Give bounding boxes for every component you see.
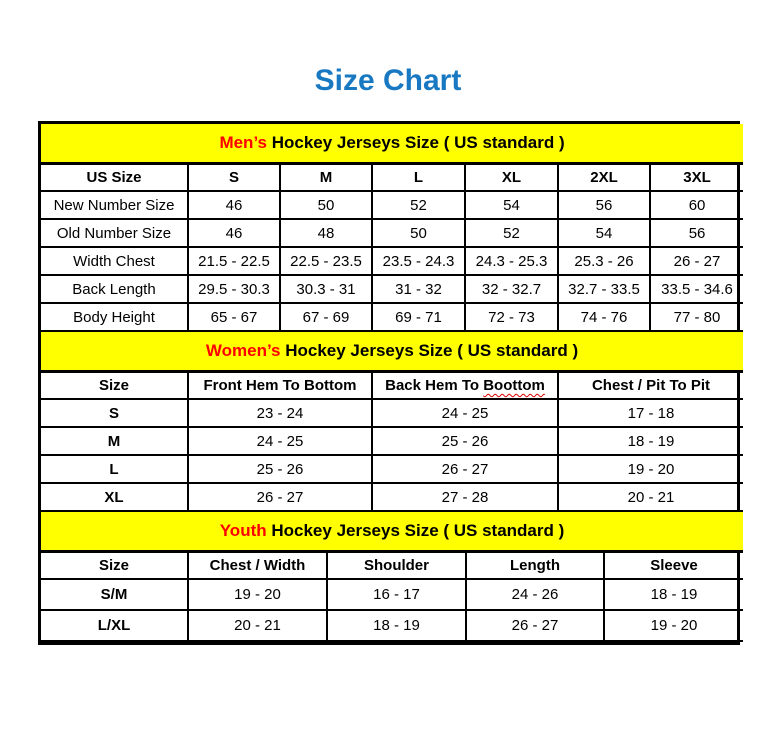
womens-size-table bbox=[41, 332, 743, 512]
table-cell: 24 - 26 bbox=[466, 579, 604, 610]
table-row bbox=[41, 303, 743, 331]
row-label: Body Height bbox=[41, 303, 188, 331]
womens-section-header-row bbox=[41, 332, 743, 371]
table-cell: 20 - 21 bbox=[558, 483, 743, 511]
table-row bbox=[41, 191, 743, 219]
row-label: S bbox=[41, 399, 188, 427]
table-cell: 27 - 28 bbox=[372, 483, 558, 511]
column-header-front-hem: Front Hem To Bottom bbox=[188, 371, 372, 399]
column-header-size: Size bbox=[41, 371, 188, 399]
column-header-s: S bbox=[188, 163, 280, 191]
table-cell: 22.5 - 23.5 bbox=[280, 247, 372, 275]
table-cell: 18 - 19 bbox=[604, 579, 743, 610]
column-header-2xl: 2XL bbox=[558, 163, 650, 191]
row-label: S/M bbox=[41, 579, 188, 610]
size-chart-table bbox=[38, 121, 740, 645]
row-label: L bbox=[41, 455, 188, 483]
table-cell: 46 bbox=[188, 219, 280, 247]
table-cell: 18 - 19 bbox=[558, 427, 743, 455]
row-label: M bbox=[41, 427, 188, 455]
table-row bbox=[41, 455, 743, 483]
youth-section-header bbox=[41, 512, 743, 551]
table-cell: 33.5 - 34.6 bbox=[650, 275, 743, 303]
mens-section-title-text: Hockey Jerseys Size ( US standard ) bbox=[266, 132, 565, 152]
table-row bbox=[41, 427, 743, 455]
womens-column-header-row bbox=[41, 371, 743, 399]
row-label: Old Number Size bbox=[41, 219, 188, 247]
table-cell: 24.3 - 25.3 bbox=[465, 247, 558, 275]
table-cell: 24 - 25 bbox=[372, 399, 558, 427]
table-cell: 30.3 - 31 bbox=[280, 275, 372, 303]
mens-section-header bbox=[41, 124, 743, 163]
column-header-chest-width: Chest / Width bbox=[188, 551, 327, 579]
table-cell: 31 - 32 bbox=[372, 275, 465, 303]
table-cell: 26 - 27 bbox=[188, 483, 372, 511]
table-row bbox=[41, 579, 743, 610]
table-cell: 74 - 76 bbox=[558, 303, 650, 331]
mens-section-highlight: Men’s bbox=[219, 132, 267, 152]
table-cell: 17 - 18 bbox=[558, 399, 743, 427]
womens-section-title-text: Hockey Jerseys Size ( US standard ) bbox=[280, 340, 579, 360]
table-cell: 52 bbox=[372, 191, 465, 219]
mens-section-header-row bbox=[41, 124, 743, 163]
table-cell: 54 bbox=[465, 191, 558, 219]
womens-section-header bbox=[41, 332, 743, 371]
table-cell: 18 - 19 bbox=[327, 610, 466, 641]
youth-section-highlight: Youth bbox=[219, 520, 267, 540]
table-cell: 19 - 20 bbox=[604, 610, 743, 641]
table-cell: 25.3 - 26 bbox=[558, 247, 650, 275]
table-cell: 52 bbox=[465, 219, 558, 247]
table-cell: 20 - 21 bbox=[188, 610, 327, 641]
table-cell: 25 - 26 bbox=[372, 427, 558, 455]
row-label: Back Length bbox=[41, 275, 188, 303]
table-cell: 25 - 26 bbox=[188, 455, 372, 483]
table-cell: 65 - 67 bbox=[188, 303, 280, 331]
table-cell: 69 - 71 bbox=[372, 303, 465, 331]
table-cell: 26 - 27 bbox=[372, 455, 558, 483]
table-cell: 77 - 80 bbox=[650, 303, 743, 331]
table-cell: 32.7 - 33.5 bbox=[558, 275, 650, 303]
table-cell: 56 bbox=[650, 219, 743, 247]
table-row bbox=[41, 483, 743, 511]
table-cell: 26 - 27 bbox=[466, 610, 604, 641]
mens-size-table bbox=[41, 124, 743, 332]
column-header-size: Size bbox=[41, 551, 188, 579]
column-header-xl: XL bbox=[465, 163, 558, 191]
row-label: L/XL bbox=[41, 610, 188, 641]
column-header-sleeve: Sleeve bbox=[604, 551, 743, 579]
column-header-3xl: 3XL bbox=[650, 163, 743, 191]
youth-section-title-text: Hockey Jerseys Size ( US standard ) bbox=[266, 520, 565, 540]
back-hem-label-prefix: Back Hem To bbox=[385, 376, 484, 394]
youth-section-header-row bbox=[41, 512, 743, 551]
table-cell: 50 bbox=[280, 191, 372, 219]
table-cell: 29.5 - 30.3 bbox=[188, 275, 280, 303]
table-cell: 32 - 32.7 bbox=[465, 275, 558, 303]
row-label: XL bbox=[41, 483, 188, 511]
column-header-l: L bbox=[372, 163, 465, 191]
table-cell: 19 - 20 bbox=[558, 455, 743, 483]
table-cell: 16 - 17 bbox=[327, 579, 466, 610]
table-cell: 50 bbox=[372, 219, 465, 247]
column-header-m: M bbox=[280, 163, 372, 191]
table-row bbox=[41, 275, 743, 303]
table-cell: 54 bbox=[558, 219, 650, 247]
column-header-back-hem bbox=[372, 371, 558, 399]
table-cell: 23.5 - 24.3 bbox=[372, 247, 465, 275]
row-label: New Number Size bbox=[41, 191, 188, 219]
table-cell: 23 - 24 bbox=[188, 399, 372, 427]
table-cell: 24 - 25 bbox=[188, 427, 372, 455]
column-header-chest-pit: Chest / Pit To Pit bbox=[558, 371, 743, 399]
table-row bbox=[41, 219, 743, 247]
table-cell: 72 - 73 bbox=[465, 303, 558, 331]
womens-section-highlight: Women’s bbox=[205, 340, 281, 360]
column-header-length: Length bbox=[466, 551, 604, 579]
mens-column-header-row bbox=[41, 163, 743, 191]
table-cell: 56 bbox=[558, 191, 650, 219]
table-cell: 67 - 69 bbox=[280, 303, 372, 331]
row-label: Width Chest bbox=[41, 247, 188, 275]
table-row bbox=[41, 610, 743, 641]
column-header-shoulder: Shoulder bbox=[327, 551, 466, 579]
page-title: Size Chart bbox=[314, 64, 462, 97]
youth-size-table bbox=[41, 512, 743, 642]
table-cell: 48 bbox=[280, 219, 372, 247]
table-row bbox=[41, 399, 743, 427]
back-hem-label-typo: Boottom bbox=[483, 376, 545, 394]
table-cell: 19 - 20 bbox=[188, 579, 327, 610]
table-row bbox=[41, 247, 743, 275]
table-cell: 46 bbox=[188, 191, 280, 219]
table-cell: 26 - 27 bbox=[650, 247, 743, 275]
column-header-us-size: US Size bbox=[41, 163, 188, 191]
youth-column-header-row bbox=[41, 551, 743, 579]
table-cell: 60 bbox=[650, 191, 743, 219]
table-cell: 21.5 - 22.5 bbox=[188, 247, 280, 275]
